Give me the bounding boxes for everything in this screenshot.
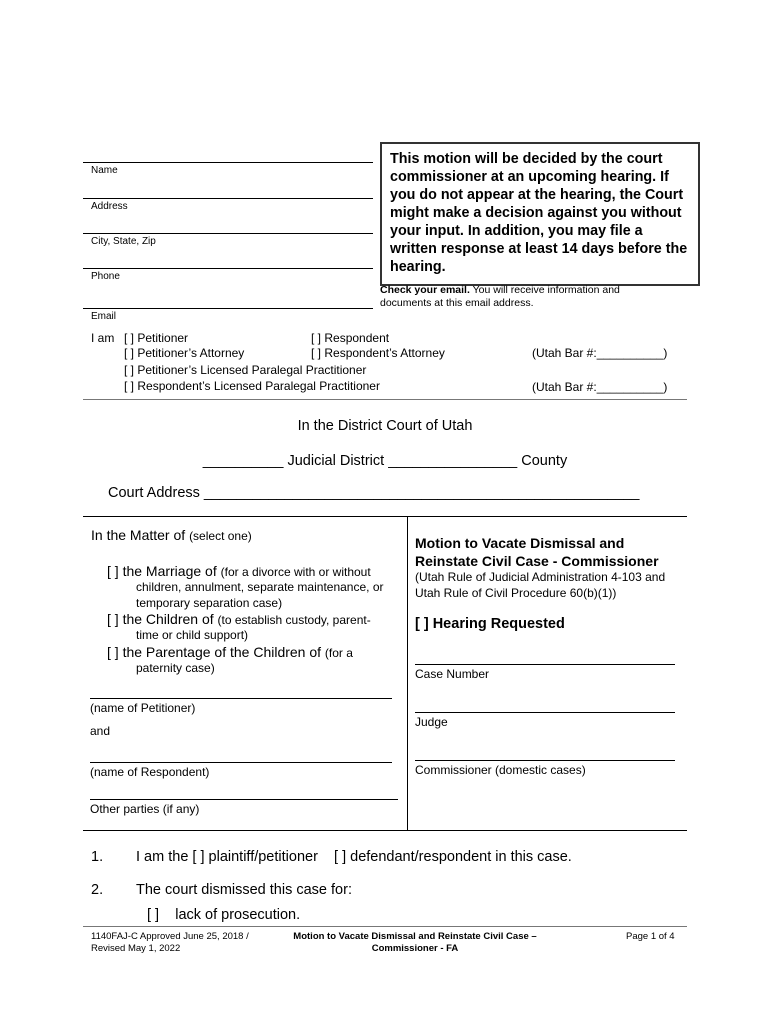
- email-note-bold: Check your email.: [380, 284, 470, 296]
- checkbox[interactable]: [ ]: [107, 611, 119, 627]
- checkbox[interactable]: [ ]: [124, 346, 135, 360]
- hearing-requested-checkbox[interactable]: [ ] Hearing Requested: [415, 616, 565, 632]
- motion-rule: [415, 569, 665, 601]
- respondent-option[interactable]: [311, 331, 389, 346]
- header-divider: [83, 399, 687, 400]
- marriage-cont-2: temporary separation case): [136, 596, 283, 610]
- footer-page-number: Page 1 of 4: [626, 931, 675, 942]
- marriage-sub: (for a divorce with or without: [220, 565, 371, 579]
- name-line[interactable]: [83, 162, 373, 163]
- respondent-paralegal-option[interactable]: [124, 379, 380, 394]
- marriage-cont-1: children, annulment, separate maintenance, or: [136, 580, 384, 594]
- respondent-attorney-option[interactable]: [311, 346, 445, 361]
- city-state-zip-label: City, State, Zip: [91, 236, 156, 247]
- address-line[interactable]: [83, 198, 373, 199]
- children-sub: (to establish custody, parent-: [217, 613, 371, 627]
- matter-heading-text: In the Matter of: [91, 527, 190, 543]
- footer-divider: [83, 926, 687, 927]
- name-label: Name: [91, 165, 118, 176]
- footer-title: [280, 931, 550, 955]
- petitioner-attorney-option[interactable]: [124, 346, 244, 361]
- motion-title: [415, 534, 659, 570]
- petitioner-paralegal-option[interactable]: [124, 363, 366, 378]
- marriage-option[interactable]: [107, 563, 371, 580]
- checkbox[interactable]: [ ]: [107, 644, 119, 660]
- matter-heading: [91, 527, 252, 543]
- item-1-number: 1.: [91, 849, 104, 865]
- email-note-rest: You will receive information and documents at this email address.: [380, 284, 620, 309]
- checkbox[interactable]: [ ]: [124, 363, 135, 377]
- email-label: Email: [91, 311, 117, 322]
- marriage-label: the Marriage of: [122, 563, 221, 579]
- checkbox[interactable]: [ ]: [311, 346, 322, 360]
- children-option[interactable]: [107, 611, 371, 628]
- parentage-label: the Parentage of the Children of: [122, 644, 325, 660]
- checkbox[interactable]: [ ]: [147, 907, 160, 923]
- and-label: and: [90, 724, 111, 738]
- children-cont: time or child support): [136, 628, 249, 642]
- petitioner-label: Petitioner: [137, 331, 189, 345]
- item-2-number: 2.: [91, 882, 104, 898]
- caption-bottom-line: [83, 830, 687, 831]
- other-parties-line[interactable]: [90, 799, 398, 800]
- hearing-notice-box: [380, 142, 700, 286]
- respondent-name-label: (name of Respondent): [90, 765, 210, 779]
- respondent-attorney-label: Respondent’s Attorney: [324, 346, 445, 360]
- address-label: Address: [91, 201, 128, 212]
- email-line[interactable]: [83, 308, 373, 309]
- parentage-sub: (for a: [324, 646, 353, 660]
- motion-title-line-1: Motion to Vacate Dismissal and: [415, 535, 625, 551]
- parentage-cont: paternity case): [136, 661, 215, 675]
- email-note: [380, 284, 670, 310]
- item-1-text: [136, 849, 572, 865]
- court-title: In the District Court of Utah: [297, 418, 473, 434]
- petitioner-name-label: (name of Petitioner): [90, 701, 196, 715]
- lack-of-prosecution-option[interactable]: [147, 907, 300, 923]
- item-2-text: The court dismissed this case for:: [136, 882, 352, 898]
- hearing-notice-text: This motion will be decided by the court commissioner at an upcoming hearing. If you do not appear at the hearing, the Court might make a decision against you without your input. In addition, you may file a written response at least 14 days before the hearing.: [390, 151, 688, 275]
- judge-label: Judge: [415, 715, 448, 729]
- other-parties-label: Other parties (if any): [90, 802, 200, 816]
- lack-of-prosecution-label: lack of prosecution.: [175, 907, 301, 923]
- phone-line[interactable]: [83, 268, 373, 269]
- i-am-the-label: I am the: [136, 849, 193, 865]
- i-am-label: I am: [91, 331, 115, 345]
- matter-heading-sub: (select one): [189, 529, 252, 543]
- checkbox[interactable]: [ ]: [124, 379, 135, 393]
- checkbox[interactable]: [ ]: [311, 331, 322, 345]
- court-address-label: Court Address: [108, 485, 204, 501]
- district-county-line: [0, 453, 770, 469]
- motion-title-line-2: Reinstate Civil Case - Commissioner: [415, 553, 659, 569]
- petitioner-attorney-label: Petitioner’s Attorney: [137, 346, 245, 360]
- children-label: the Children of: [122, 611, 218, 627]
- footer-form-line-1: 1140FAJ-C Approved June 25, 2018 /: [91, 931, 249, 942]
- court-address-blank[interactable]: ______________________________________________________: [203, 485, 640, 501]
- checkbox[interactable]: [ ]: [107, 563, 119, 579]
- respondent-label: Respondent: [324, 331, 390, 345]
- petitioner-paralegal-label: Petitioner’s Licensed Paralegal Practitioner: [137, 363, 367, 377]
- parentage-option[interactable]: [107, 644, 353, 661]
- county-blank[interactable]: ________________: [388, 453, 518, 469]
- commissioner-line[interactable]: [415, 760, 675, 761]
- case-number-label: Case Number: [415, 667, 490, 681]
- caption-divider: [407, 516, 408, 830]
- footer-title-line-1: Motion to Vacate Dismissal and Reinstate Civil Case –: [293, 931, 537, 942]
- petitioner-name-line[interactable]: [90, 698, 392, 699]
- defendant-respondent-checkbox[interactable]: [ ] defendant/respondent in this case.: [334, 849, 572, 865]
- district-blank[interactable]: __________: [202, 453, 284, 469]
- case-number-line[interactable]: [415, 664, 675, 665]
- footer-form-id: [91, 931, 249, 955]
- checkbox[interactable]: [ ]: [124, 331, 135, 345]
- motion-rule-line-2: Utah Rule of Civil Procedure 60(b)(1)): [415, 586, 617, 600]
- commissioner-label: Commissioner (domestic cases): [415, 763, 586, 777]
- respondent-paralegal-label: Respondent’s Licensed Paralegal Practitioner: [137, 379, 380, 393]
- motion-rule-line-1: (Utah Rule of Judicial Administration 4-103 and: [415, 570, 666, 584]
- footer-title-line-2: Commissioner - FA: [371, 943, 459, 954]
- district-label: Judicial District: [283, 453, 389, 469]
- caption-top-line: [83, 516, 687, 517]
- judge-line[interactable]: [415, 712, 675, 713]
- plaintiff-petitioner-checkbox[interactable]: [ ] plaintiff/petitioner: [192, 849, 318, 865]
- county-label: County: [517, 453, 568, 469]
- respondent-name-line[interactable]: [90, 762, 392, 763]
- utah-bar-number-2[interactable]: (Utah Bar #:__________): [532, 380, 668, 394]
- petitioner-option[interactable]: [124, 331, 188, 346]
- city-state-zip-line[interactable]: [83, 233, 373, 234]
- court-address-line: [108, 485, 639, 501]
- footer-form-line-2: Revised May 1, 2022: [91, 943, 181, 954]
- phone-label: Phone: [91, 271, 120, 282]
- utah-bar-number-1[interactable]: (Utah Bar #:__________): [532, 346, 668, 360]
